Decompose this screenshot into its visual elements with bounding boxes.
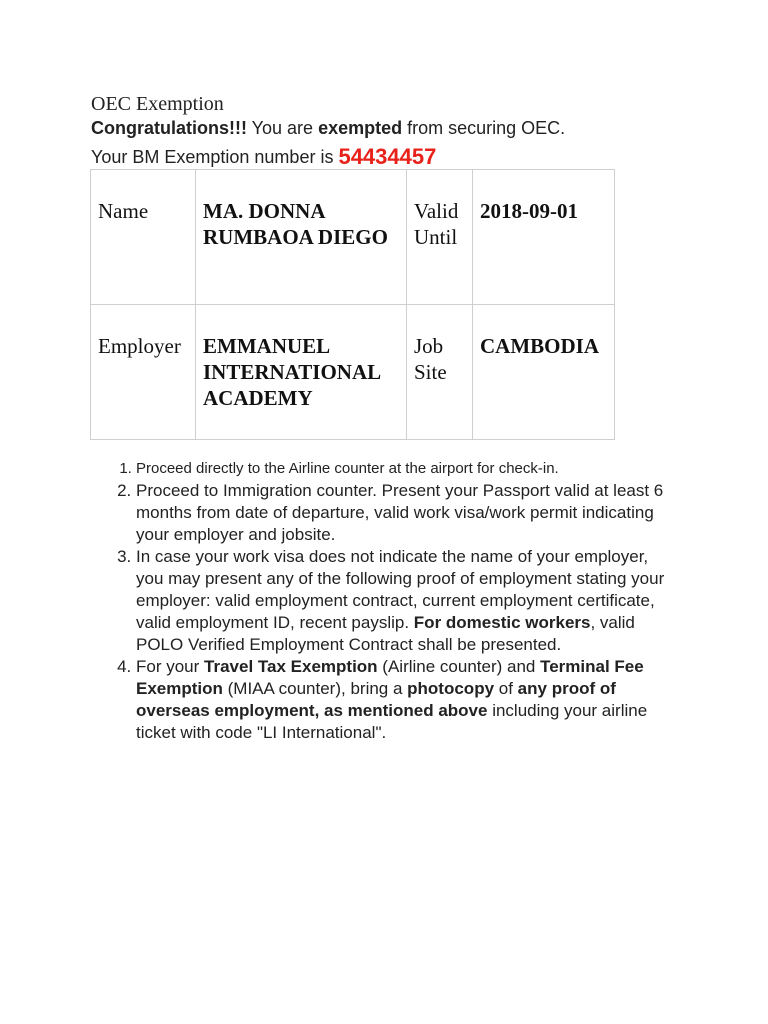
- exempted-bold: exempted: [318, 118, 403, 138]
- domestic-workers-bold: For domestic workers: [413, 613, 591, 632]
- congratulations-bold: Congratulations!!!: [91, 118, 247, 138]
- photocopy-bold: photocopy: [407, 679, 495, 698]
- job-site-value: CAMBODIA: [480, 334, 599, 358]
- step-1-text: Proceed directly to the Airline counter at the airport for check-in.: [136, 460, 559, 477]
- table-row: [91, 170, 615, 305]
- congratulations-message: [91, 118, 565, 139]
- bm-exemption-line: [91, 143, 436, 169]
- step-4-text-g: of: [494, 679, 518, 698]
- exemption-details-table: [90, 169, 615, 440]
- bm-exemption-label: Your BM Exemption number is: [91, 147, 339, 167]
- bm-exemption-number: 54434457: [338, 144, 437, 169]
- page-title: OEC Exemption: [91, 93, 224, 115]
- congrats-text-2: from securing OEC.: [402, 118, 566, 138]
- name-label: Name: [98, 199, 149, 223]
- step-4-text-i: including your airline ticket with code "LI International".: [136, 701, 648, 742]
- proof-of-employment-bold: any proof of overseas employment, as mentioned above: [136, 679, 616, 720]
- step-3-text-end: , valid POLO Verified Employment Contract shall be presented.: [136, 613, 635, 654]
- table-row: [91, 305, 615, 440]
- valid-until-value: 2018-09-01: [480, 199, 578, 223]
- step-3-text: In case your work visa does not indicate the name of your employer, you may present any of the following proof of employment stating your employer: valid employment contract, current employment certificate, valid employment ID, recent payslip.: [136, 547, 665, 632]
- employer-label: Employer: [98, 334, 181, 358]
- terminal-fee-exemption-bold: Terminal Fee Exemption: [136, 657, 644, 698]
- list-item: [136, 546, 676, 656]
- list-item: [136, 656, 676, 744]
- step-4-text-a: For your: [136, 657, 205, 676]
- valid-until-label: Valid Until: [414, 199, 459, 249]
- name-value: MA. DONNA RUMBAOA DIEGO: [203, 199, 388, 249]
- list-item: [136, 458, 676, 480]
- step-4-text-c: (Airline counter) and: [377, 657, 541, 676]
- step-4-text-e: (MIAA counter), bring a: [222, 679, 408, 698]
- step-2-text: Proceed to Immigration counter. Present your Passport valid at least 6 months from date of departure, valid work visa/work permit indicating your employer and jobsite.: [136, 481, 664, 544]
- job-site-label: Job Site: [414, 334, 447, 384]
- travel-tax-exemption-bold: Travel Tax Exemption: [204, 657, 378, 676]
- instructions-list: [136, 458, 676, 744]
- congrats-text-1: You are: [246, 118, 319, 138]
- list-item: [136, 480, 676, 546]
- employer-value: EMMANUEL INTERNATIONAL ACADEMY: [203, 334, 380, 410]
